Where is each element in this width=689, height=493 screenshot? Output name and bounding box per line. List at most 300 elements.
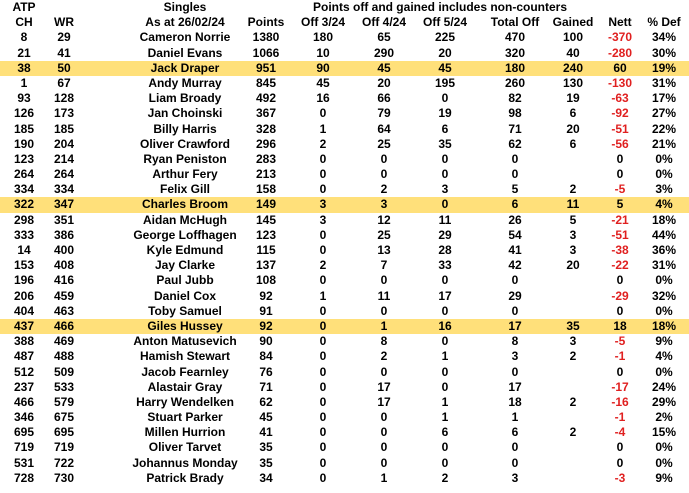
ch-cell: 8: [20, 30, 28, 45]
pct-def-cell: 21%: [651, 136, 677, 151]
nett-cell: 0: [616, 440, 624, 455]
off-3-24-cell: 0: [319, 349, 327, 364]
off-5-24-cell: 0: [441, 334, 449, 349]
wr-cell: 173: [53, 106, 75, 121]
ch-cell: 334: [13, 182, 35, 197]
off-3-24-cell: 180: [312, 30, 334, 45]
total-off-cell: 0: [511, 440, 519, 455]
wr-cell: 730: [53, 470, 75, 485]
wr-cell: 469: [53, 334, 75, 349]
total-off-cell: 62: [508, 136, 522, 151]
off-4-24-cell: 2: [380, 182, 388, 197]
pct-def-cell: 2%: [655, 410, 673, 425]
points-cell: 41: [259, 425, 273, 440]
total-off-cell: 29: [508, 288, 522, 303]
nett-cell: -51: [611, 227, 629, 242]
wr-cell: 41: [57, 45, 71, 60]
off-3-24-cell: 0: [319, 364, 327, 379]
total-off-cell: 17: [508, 379, 522, 394]
off-3-24-cell: 0: [319, 379, 327, 394]
wr-cell: 386: [53, 227, 75, 242]
pct-def-cell: 31%: [651, 258, 677, 273]
off-3-24-cell: 2: [319, 258, 327, 273]
points-cell: 845: [255, 75, 277, 90]
off-4-24-cell: 79: [377, 106, 391, 121]
nett-cell: -3: [614, 470, 626, 485]
wr-cell: 533: [53, 379, 75, 394]
player-name: Liam Broady: [148, 91, 222, 106]
nett-cell: -5: [614, 182, 626, 197]
wr-cell: 29: [57, 30, 71, 45]
wr-cell: 334: [53, 182, 75, 197]
points-cell: 90: [259, 334, 273, 349]
wr-cell: 351: [53, 212, 75, 227]
table-row: [0, 471, 689, 486]
ch-cell: 190: [13, 136, 35, 151]
ch-cell: 512: [13, 364, 35, 379]
pct-def-cell: 3%: [655, 182, 673, 197]
pct-def-cell: 4%: [655, 197, 673, 212]
player-name: Giles Hussey: [147, 318, 223, 333]
player-name: Ryan Peniston: [143, 151, 227, 166]
table-row: [0, 258, 689, 273]
off-4-24-cell: 17: [377, 394, 391, 409]
off-5-24-cell: 1: [441, 349, 449, 364]
table-row: [0, 167, 689, 182]
wr-cell: 128: [53, 91, 75, 106]
off-4-24-cell: 0: [380, 303, 388, 318]
total-off-cell: 42: [508, 258, 522, 273]
player-name: Charles Broom: [141, 197, 229, 212]
singles-header: Singles: [163, 0, 207, 14]
wr-cell: 719: [53, 440, 75, 455]
total-off-cell: 41: [508, 243, 522, 257]
gained-cell: 100: [562, 30, 584, 45]
gained-cell: 19: [566, 91, 580, 106]
ch-cell: 14: [17, 243, 31, 257]
off-3-24-cell: 0: [319, 334, 327, 349]
off-3-24-cell: 1: [319, 288, 327, 303]
player-name: Stuart Parker: [147, 410, 223, 425]
off-3-24-cell: 16: [316, 91, 330, 106]
player-name: Andy Murray: [148, 75, 222, 90]
table-row: [0, 122, 689, 137]
total-off-cell: 0: [511, 273, 519, 288]
table-row: [0, 440, 689, 455]
total-off-cell: 3: [511, 349, 519, 364]
nett-cell: 0: [616, 455, 624, 470]
off-5-24-cell: 6: [441, 121, 449, 136]
points-cell: 92: [259, 318, 273, 333]
player-name: Jan Choinski: [147, 106, 223, 121]
off-5-24-cell: 0: [441, 273, 449, 288]
off-4-24-cell: 11: [377, 288, 391, 303]
table-row: [0, 213, 689, 228]
off-5-24-cell: 0: [441, 364, 449, 379]
points-cell: 115: [256, 243, 276, 257]
total-off-cell: 6: [511, 425, 519, 440]
points-cell: 1066: [252, 45, 280, 60]
player-name: Patrick Brady: [146, 470, 224, 485]
off-5-24-cell: 1: [441, 394, 449, 409]
points-cell: 71: [259, 379, 273, 394]
off-4-24-header: Off 4/24: [361, 15, 406, 30]
wr-cell: 400: [53, 243, 75, 257]
ch-cell: 487: [13, 349, 35, 364]
nett-cell: 60: [613, 60, 627, 75]
off-4-24-cell: 1: [380, 470, 388, 485]
off-5-24-cell: 0: [441, 379, 449, 394]
ch-cell: 93: [17, 91, 31, 106]
off-4-24-cell: 0: [380, 364, 388, 379]
off-3-24-cell: 0: [319, 455, 327, 470]
wr-cell: 264: [53, 167, 75, 182]
nett-cell: -1: [614, 410, 626, 425]
table-row: [0, 304, 689, 319]
pct-def-cell: 0%: [655, 455, 673, 470]
nett-cell: 0: [616, 364, 624, 379]
pct-def-cell: 24%: [651, 379, 677, 394]
gained-cell: 3: [569, 243, 577, 257]
player-name: Anton Matusevich: [133, 334, 237, 349]
player-name: Johannus Monday: [132, 455, 238, 470]
off-4-24-cell: 12: [377, 212, 391, 227]
ch-cell: 531: [13, 455, 35, 470]
gained-cell: 6: [569, 106, 577, 121]
off-4-24-cell: 0: [380, 167, 388, 182]
player-name: Oliver Crawford: [139, 136, 231, 151]
gained-cell: 40: [566, 45, 580, 60]
off-3-24-cell: 0: [319, 303, 327, 318]
nett-cell: -29: [611, 288, 629, 303]
gained-cell: 2: [569, 182, 577, 197]
gained-cell: 2: [569, 394, 577, 409]
points-cell: 62: [259, 394, 273, 409]
nett-cell: -56: [611, 136, 629, 151]
atp-header: ATP: [12, 0, 36, 14]
nett-cell: -51: [611, 121, 629, 136]
table-row: [0, 380, 689, 395]
player-name: Cameron Norrie: [139, 30, 231, 45]
off-5-24-cell: 0: [441, 91, 449, 106]
points-cell: 367: [255, 106, 277, 121]
nett-cell: 0: [616, 151, 624, 166]
pct-def-cell: 15%: [651, 425, 677, 440]
off-5-24-cell: 3: [441, 182, 449, 197]
points-cell: 34: [259, 470, 273, 485]
points-cell: 35: [259, 455, 273, 470]
ch-cell: 21: [17, 45, 31, 60]
header-row-1: [0, 0, 689, 15]
gained-cell: 35: [566, 318, 580, 333]
total-off-header: Total Off: [490, 15, 540, 30]
off-4-24-cell: 0: [380, 440, 388, 455]
ch-cell: 153: [13, 258, 35, 273]
pct-def-cell: 17%: [651, 91, 677, 106]
nett-cell: -21: [611, 212, 629, 227]
total-off-cell: 320: [504, 45, 526, 60]
gained-cell: 20: [566, 258, 580, 273]
gained-cell: 11: [566, 197, 580, 212]
nett-cell: -22: [611, 258, 629, 273]
off-4-24-cell: 0: [380, 410, 388, 425]
points-cell: 328: [255, 121, 277, 136]
off-4-24-cell: 66: [377, 91, 391, 106]
off-5-24-cell: 19: [438, 106, 452, 121]
pct-def-cell: 19%: [651, 60, 677, 75]
gained-cell: 2: [569, 425, 577, 440]
gained-cell: 130: [562, 75, 584, 90]
pct-def-cell: 9%: [655, 334, 673, 349]
off-5-24-cell: 16: [438, 318, 452, 333]
off-5-24-cell: 0: [441, 303, 449, 318]
pct-def-cell: 36%: [651, 243, 677, 257]
wr-cell: 67: [57, 75, 71, 90]
points-cell: 123: [255, 227, 277, 242]
total-off-cell: 5: [511, 182, 519, 197]
off-5-24-cell: 20: [438, 45, 452, 60]
ch-cell: 437: [13, 318, 35, 333]
off-3-24-cell: 3: [319, 197, 327, 212]
off-4-24-cell: 8: [380, 334, 388, 349]
player-name: George Loffhagen: [133, 227, 237, 242]
total-off-cell: 6: [511, 197, 519, 212]
player-name: Jay Clarke: [154, 258, 216, 273]
pct-def-cell: 0%: [655, 273, 673, 288]
off-3-24-cell: 3: [319, 212, 327, 227]
wr-cell: 695: [53, 425, 75, 440]
gained-header: Gained: [552, 15, 594, 30]
ch-cell: 695: [13, 425, 35, 440]
nett-cell: -63: [611, 91, 629, 106]
off-3-24-cell: 45: [316, 75, 330, 90]
table-row: [0, 30, 689, 45]
ch-cell: 38: [17, 60, 31, 75]
table-row: [0, 425, 689, 440]
off-3-24-cell: 0: [319, 440, 327, 455]
nett-cell: 18: [613, 318, 627, 333]
points-cell: 149: [255, 197, 277, 212]
off-4-24-cell: 13: [377, 243, 391, 257]
off-5-24-cell: 45: [438, 60, 452, 75]
ch-cell: 206: [13, 288, 35, 303]
pct-def-cell: 22%: [651, 121, 677, 136]
table-row: [0, 106, 689, 121]
off-4-24-cell: 65: [377, 30, 391, 45]
wr-cell: 675: [53, 410, 75, 425]
points-note-header: Points off and gained includes non-counters: [312, 0, 567, 14]
off-3-24-cell: 1: [319, 121, 327, 136]
wr-cell: 459: [53, 288, 75, 303]
off-4-24-cell: 64: [377, 121, 391, 136]
total-off-cell: 0: [511, 167, 519, 182]
pct-def-cell: 4%: [655, 349, 673, 364]
off-5-24-cell: 29: [438, 227, 452, 242]
ch-cell: 466: [13, 394, 35, 409]
off-4-24-cell: 7: [380, 258, 388, 273]
off-5-24-header: Off 5/24: [422, 15, 467, 30]
off-4-24-cell: 2: [380, 349, 388, 364]
off-3-24-cell: 0: [319, 106, 327, 121]
off-4-24-cell: 20: [377, 75, 391, 90]
gained-cell: 3: [569, 227, 577, 242]
points-cell: 45: [259, 410, 273, 425]
gained-cell: 240: [562, 60, 584, 75]
total-off-cell: 0: [511, 364, 519, 379]
points-cell: 951: [255, 60, 277, 75]
off-3-24-cell: 0: [319, 273, 327, 288]
as-at-header: As at 26/02/24: [145, 15, 225, 30]
points-header: Points: [247, 15, 285, 30]
player-name: Harry Wendelken: [136, 394, 234, 409]
gained-cell: 3: [569, 334, 577, 349]
ch-cell: 719: [13, 440, 35, 455]
nett-cell: -4: [614, 425, 626, 440]
table-row: [0, 182, 689, 197]
total-off-cell: 260: [504, 75, 526, 90]
player-name: Jacob Fearnley: [141, 364, 229, 379]
total-off-cell: 8: [511, 334, 519, 349]
off-5-24-cell: 2: [441, 470, 449, 485]
gained-cell: 5: [569, 212, 577, 227]
off-5-24-cell: 28: [438, 243, 452, 257]
total-off-cell: 3: [511, 470, 519, 485]
points-cell: 296: [255, 136, 277, 151]
off-4-24-cell: 0: [380, 273, 388, 288]
pct-def-cell: 27%: [651, 106, 677, 121]
points-cell: 137: [255, 258, 277, 273]
off-5-24-cell: 195: [434, 75, 456, 90]
table-row: [0, 319, 689, 334]
points-cell: 84: [259, 349, 273, 364]
table-row: [0, 365, 689, 380]
table-row: [0, 61, 689, 76]
pct-def-cell: 0%: [655, 167, 673, 182]
ch-cell: 185: [13, 121, 35, 136]
off-5-24-cell: 35: [438, 136, 452, 151]
ch-cell: 123: [13, 151, 35, 166]
wr-cell: 408: [53, 258, 75, 273]
off-5-24-cell: 1: [441, 410, 449, 425]
off-4-24-cell: 0: [380, 425, 388, 440]
table-row: [0, 91, 689, 106]
table-row: [0, 273, 689, 288]
off-4-24-cell: 45: [377, 60, 391, 75]
ch-header: CH: [15, 15, 33, 30]
pct-def-cell: 30%: [651, 45, 677, 60]
pct-def-cell: 0%: [655, 440, 673, 455]
nett-cell: 5: [616, 197, 624, 212]
nett-cell: -130: [607, 75, 633, 90]
pct-def-cell: 0%: [655, 303, 673, 318]
player-rows: [0, 30, 689, 486]
points-cell: 145: [255, 212, 277, 227]
gained-cell: 6: [569, 136, 577, 151]
points-cell: 213: [255, 167, 277, 182]
off-4-24-cell: 25: [377, 136, 391, 151]
nett-cell: 0: [616, 273, 624, 288]
off-3-24-cell: 0: [319, 243, 327, 257]
off-3-24-cell: 0: [319, 425, 327, 440]
off-3-24-cell: 0: [319, 318, 327, 333]
points-cell: 1380: [252, 30, 280, 45]
points-cell: 108: [255, 273, 277, 288]
off-4-24-cell: 0: [380, 151, 388, 166]
table-row: [0, 410, 689, 425]
wr-header: WR: [54, 15, 74, 30]
wr-cell: 204: [53, 136, 75, 151]
total-off-cell: 0: [511, 151, 519, 166]
wr-cell: 214: [53, 151, 75, 166]
off-5-24-cell: 6: [441, 425, 449, 440]
wr-cell: 347: [53, 197, 75, 212]
off-3-24-header: Off 3/24: [300, 15, 345, 30]
off-3-24-cell: 0: [319, 410, 327, 425]
off-5-24-cell: 33: [438, 258, 452, 273]
wr-cell: 466: [53, 318, 75, 333]
player-name: Millen Hurrion: [144, 425, 226, 440]
off-3-24-cell: 0: [319, 394, 327, 409]
wr-cell: 488: [53, 349, 75, 364]
total-off-cell: 180: [504, 60, 526, 75]
header-row-2: [0, 15, 689, 30]
ch-cell: 196: [13, 273, 35, 288]
wr-cell: 50: [57, 60, 71, 75]
off-3-24-cell: 0: [319, 470, 327, 485]
total-off-cell: 98: [508, 106, 522, 121]
table-row: [0, 289, 689, 304]
table-row: [0, 456, 689, 471]
points-cell: 91: [259, 303, 273, 318]
total-off-cell: 82: [508, 91, 522, 106]
table-row: [0, 349, 689, 364]
table-row: [0, 334, 689, 349]
table-row: [0, 197, 689, 212]
off-4-24-cell: 17: [377, 379, 391, 394]
off-3-24-cell: 0: [319, 182, 327, 197]
ch-cell: 333: [13, 227, 35, 242]
off-5-24-cell: 11: [438, 212, 452, 227]
ch-cell: 126: [13, 106, 35, 121]
nett-cell: -38: [611, 243, 629, 257]
off-3-24-cell: 0: [319, 227, 327, 242]
table-row: [0, 228, 689, 243]
pct-def-cell: 34%: [651, 30, 677, 45]
nett-cell: -370: [607, 30, 633, 45]
off-4-24-cell: 25: [377, 227, 391, 242]
nett-cell: -16: [611, 394, 629, 409]
player-name: Toby Samuel: [148, 303, 222, 318]
wr-cell: 722: [53, 455, 75, 470]
ch-cell: 264: [13, 167, 35, 182]
off-4-24-cell: 0: [380, 455, 388, 470]
off-3-24-cell: 0: [319, 151, 327, 166]
pct-def-header: % Def: [647, 15, 681, 30]
player-name: Jack Draper: [150, 60, 220, 75]
total-off-cell: 0: [511, 303, 519, 318]
player-name: Daniel Evans: [147, 45, 223, 60]
gained-cell: 2: [569, 349, 577, 364]
ch-cell: 388: [13, 334, 35, 349]
player-name: Alastair Gray: [147, 379, 223, 394]
gained-cell: 20: [566, 121, 580, 136]
total-off-cell: 17: [508, 318, 522, 333]
table-row: [0, 46, 689, 61]
player-name: Paul Jubb: [156, 273, 214, 288]
off-5-24-cell: 0: [441, 440, 449, 455]
points-cell: 35: [259, 440, 273, 455]
pct-def-cell: 32%: [651, 288, 677, 303]
